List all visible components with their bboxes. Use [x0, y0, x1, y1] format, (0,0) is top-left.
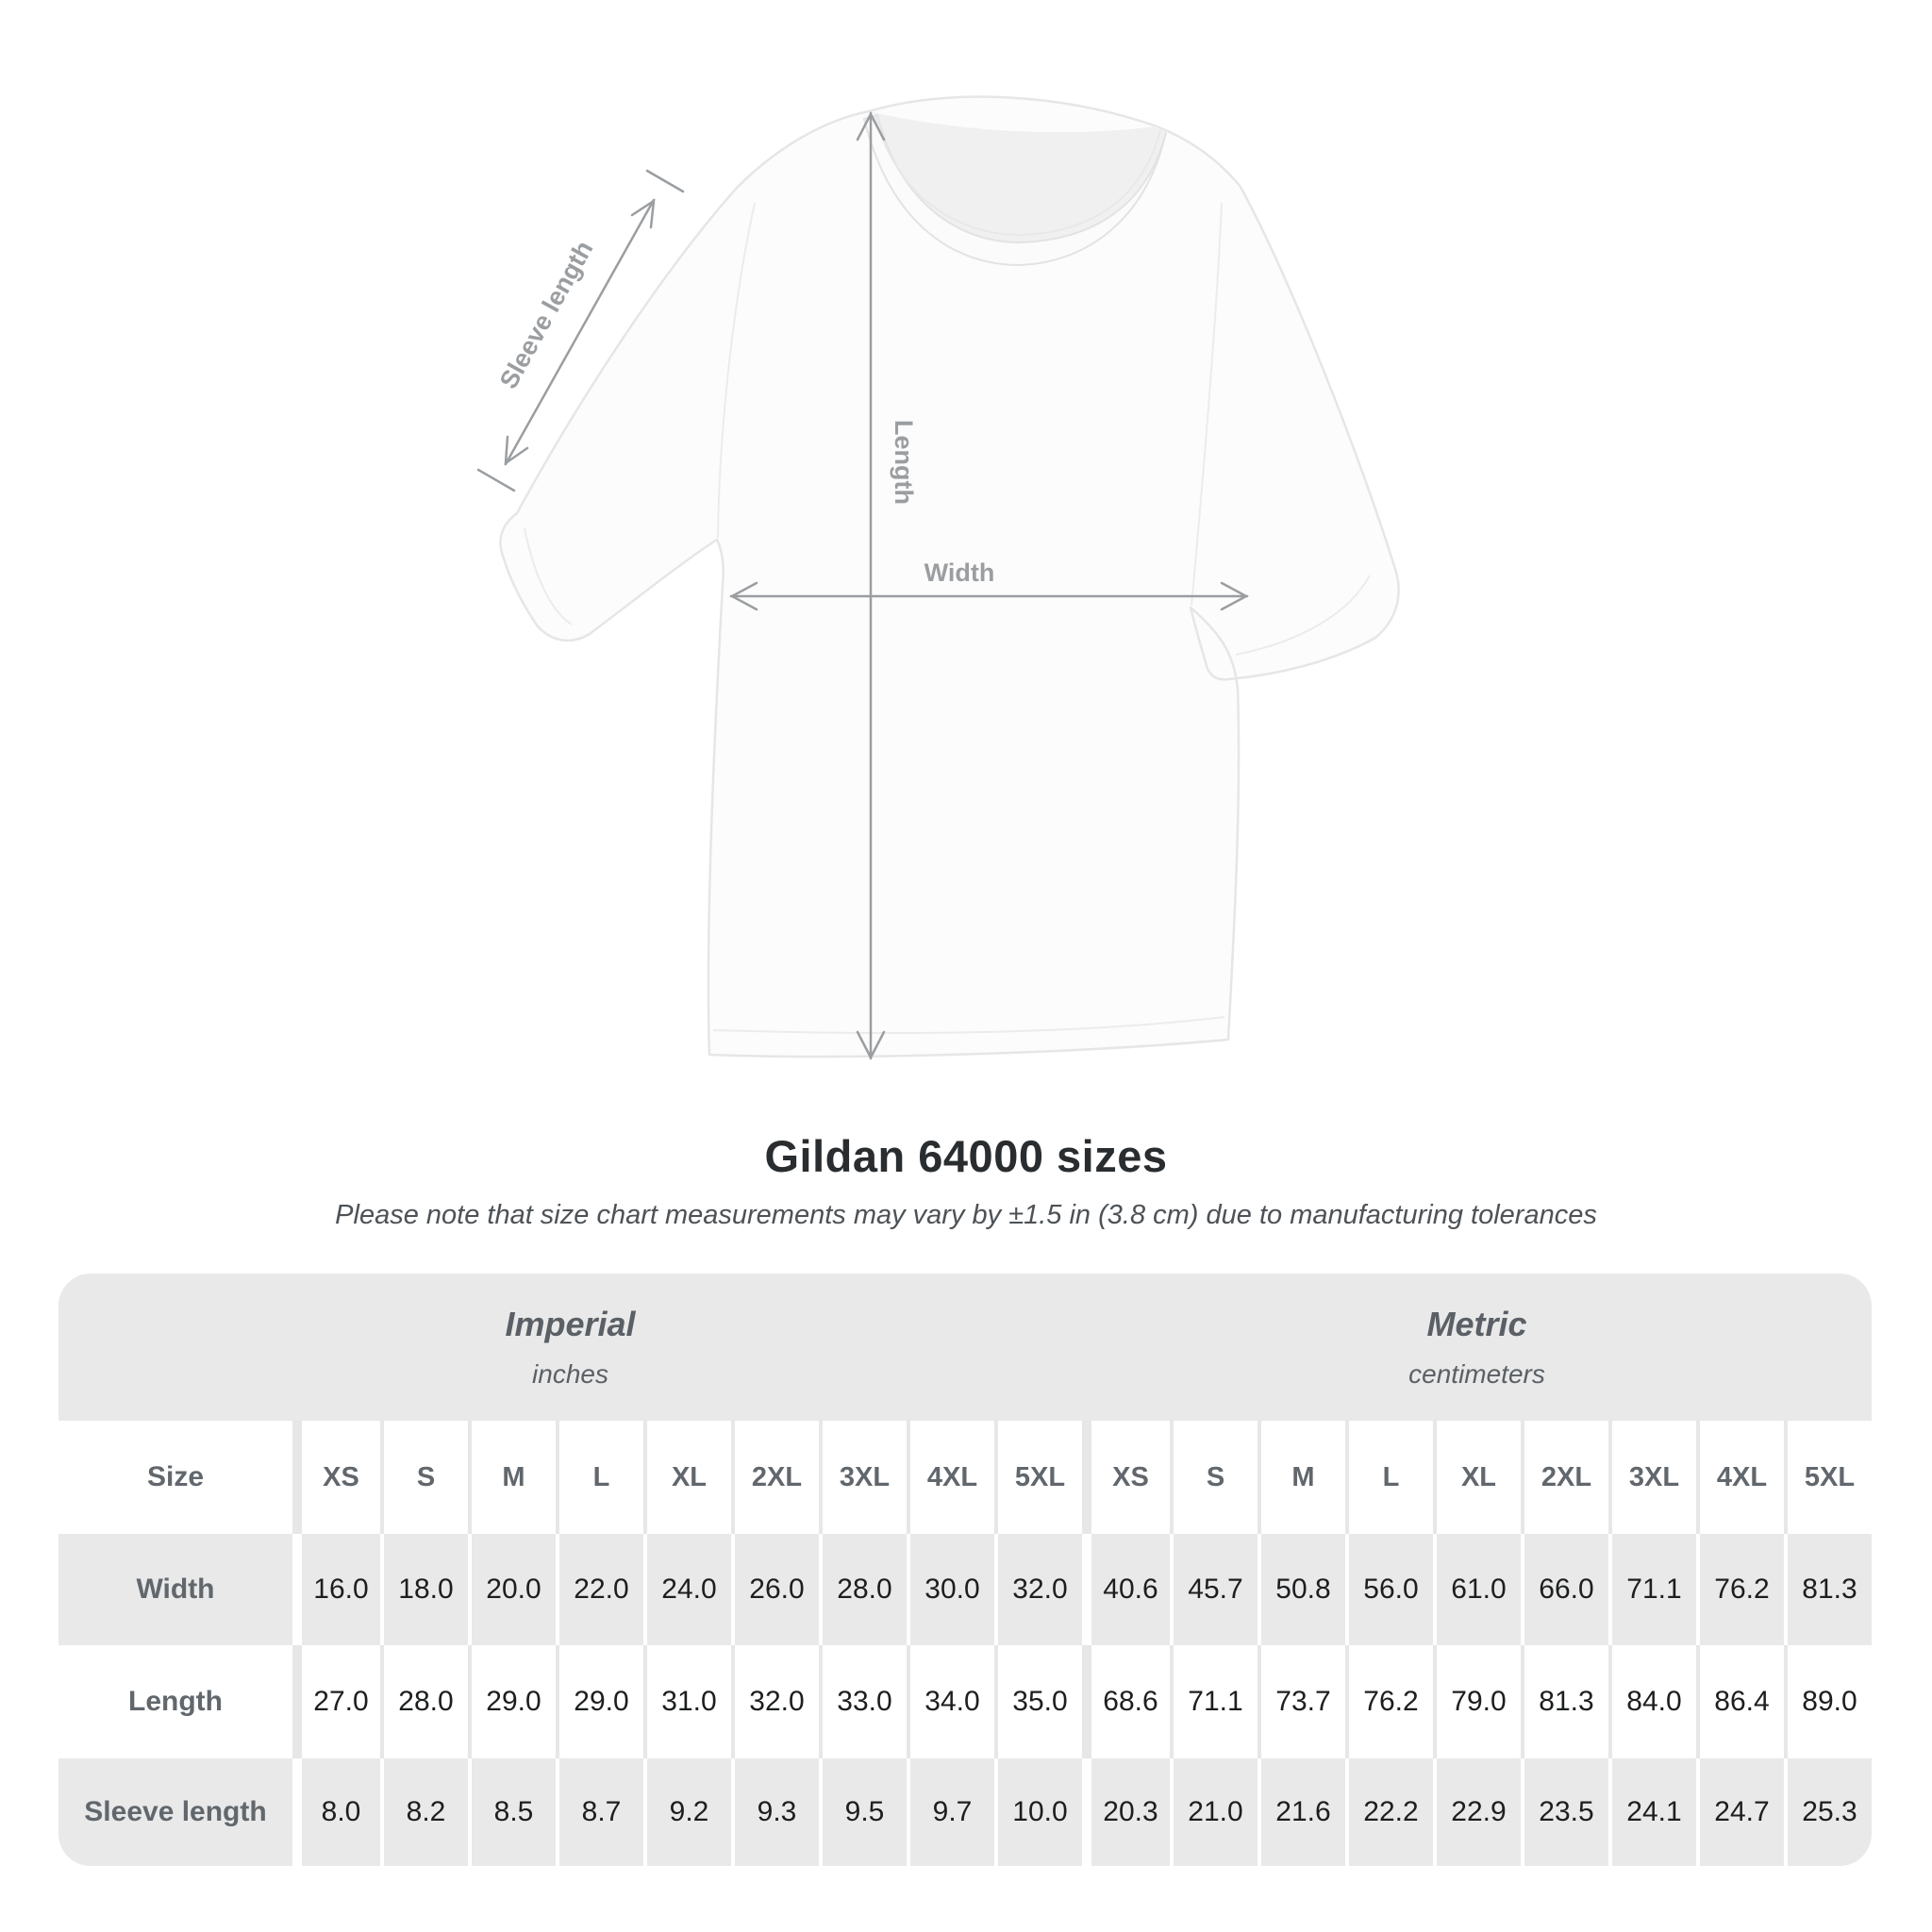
size-col-header: XS [1082, 1421, 1170, 1534]
value-cell: 24.0 [643, 1534, 731, 1645]
value-cell: 30.0 [907, 1534, 994, 1645]
row-label: Length [128, 1686, 223, 1717]
size-corner-header: Size [146, 1461, 205, 1492]
metric-header-band [1082, 1274, 1872, 1421]
value-cell: 68.6 [1082, 1645, 1170, 1758]
size-col-header: 2XL [1521, 1421, 1608, 1534]
size-col-header: L [556, 1421, 643, 1534]
value-cell: 40.6 [1082, 1534, 1170, 1645]
sleeve-tick-bottom [478, 470, 514, 491]
value-cell: 8.7 [556, 1758, 643, 1866]
value-cell: 24.7 [1696, 1758, 1784, 1866]
metric-title: Metric [1426, 1305, 1527, 1343]
value-cell: 22.2 [1345, 1758, 1433, 1866]
value-cell: 20.3 [1082, 1758, 1170, 1866]
value-cell: 34.0 [907, 1645, 994, 1758]
value-cell: 28.0 [819, 1534, 907, 1645]
value-cell: 29.0 [468, 1645, 556, 1758]
row-label: Width [58, 1534, 292, 1645]
value-cell: 45.7 [1170, 1534, 1257, 1645]
value-cell: 16.0 [292, 1534, 380, 1645]
value-cell: 35.0 [994, 1645, 1082, 1758]
value-cell: 18.0 [380, 1534, 468, 1645]
size-col-header: 4XL [907, 1421, 994, 1534]
value-cell: 9.7 [907, 1758, 994, 1866]
size-col-header: L [1345, 1421, 1433, 1534]
imperial-unit: inches [532, 1359, 608, 1389]
page-title: Gildan 64000 sizes [764, 1131, 1168, 1181]
size-col-header: 2XL [731, 1421, 819, 1534]
imperial-header-band [58, 1274, 1082, 1421]
size-col-header: XL [643, 1421, 731, 1534]
tshirt-diagram [425, 57, 1462, 1094]
value-cell: 22.9 [1433, 1758, 1521, 1866]
imperial-title: Imperial [505, 1305, 636, 1343]
size-col-header: 5XL [994, 1421, 1082, 1534]
width-measure-label: Width [924, 558, 995, 587]
value-cell: 81.3 [1521, 1645, 1608, 1758]
size-col-header: XS [292, 1421, 380, 1534]
size-table [58, 1274, 1872, 1866]
value-cell: 27.0 [292, 1645, 380, 1758]
value-cell: 32.0 [994, 1534, 1082, 1645]
value-cell: 76.2 [1345, 1645, 1433, 1758]
size-col-header: 5XL [1784, 1421, 1872, 1534]
metric-unit: centimeters [1408, 1359, 1545, 1389]
value-cell: 71.1 [1608, 1534, 1696, 1645]
value-cell: 33.0 [819, 1645, 907, 1758]
value-cell: 22.0 [556, 1534, 643, 1645]
value-cell: 21.0 [1170, 1758, 1257, 1866]
value-cell: 9.3 [731, 1758, 819, 1866]
value-cell: 66.0 [1521, 1534, 1608, 1645]
value-cell: 21.6 [1257, 1758, 1345, 1866]
value-cell: 61.0 [1433, 1534, 1521, 1645]
value-cell: 56.0 [1345, 1534, 1433, 1645]
value-cell: 84.0 [1608, 1645, 1696, 1758]
value-cell: 8.2 [380, 1758, 468, 1866]
size-col-header: XL [1433, 1421, 1521, 1534]
value-cell: 71.1 [1170, 1645, 1257, 1758]
length-measure-label: Length [890, 420, 918, 505]
value-cell: 32.0 [731, 1645, 819, 1758]
tshirt-figure [425, 57, 1462, 1094]
row-label: Sleeve length [58, 1758, 292, 1866]
size-col-header: S [1170, 1421, 1257, 1534]
value-cell: 81.3 [1784, 1534, 1872, 1645]
size-col-header: M [1257, 1421, 1345, 1534]
size-col-header: 4XL [1696, 1421, 1784, 1534]
value-cell: 29.0 [556, 1645, 643, 1758]
value-cell: 8.0 [292, 1758, 380, 1866]
value-cell: 76.2 [1696, 1534, 1784, 1645]
value-cell: 86.4 [1696, 1645, 1784, 1758]
value-cell: 31.0 [643, 1645, 731, 1758]
tolerance-note: Please note that size chart measurements may vary by ±1.5 in (3.8 cm) due to manufacturing tolerances [335, 1200, 1597, 1230]
sleeve-measure-label: Sleeve length [493, 236, 599, 394]
size-col-header: 3XL [1608, 1421, 1696, 1534]
size-col-header: 3XL [819, 1421, 907, 1534]
value-cell: 89.0 [1784, 1645, 1872, 1758]
value-cell: 79.0 [1433, 1645, 1521, 1758]
value-cell: 8.5 [468, 1758, 556, 1866]
value-cell: 10.0 [994, 1758, 1082, 1866]
sleeve-tick-top [647, 171, 683, 192]
value-cell: 9.2 [643, 1758, 731, 1866]
size-col-header: M [468, 1421, 556, 1534]
value-cell: 20.0 [468, 1534, 556, 1645]
value-cell: 73.7 [1257, 1645, 1345, 1758]
value-cell: 50.8 [1257, 1534, 1345, 1645]
value-cell: 9.5 [819, 1758, 907, 1866]
value-cell: 23.5 [1521, 1758, 1608, 1866]
size-col-header: S [380, 1421, 468, 1534]
value-cell: 28.0 [380, 1645, 468, 1758]
value-cell: 26.0 [731, 1534, 819, 1645]
value-cell: 25.3 [1784, 1758, 1872, 1866]
value-cell: 24.1 [1608, 1758, 1696, 1866]
